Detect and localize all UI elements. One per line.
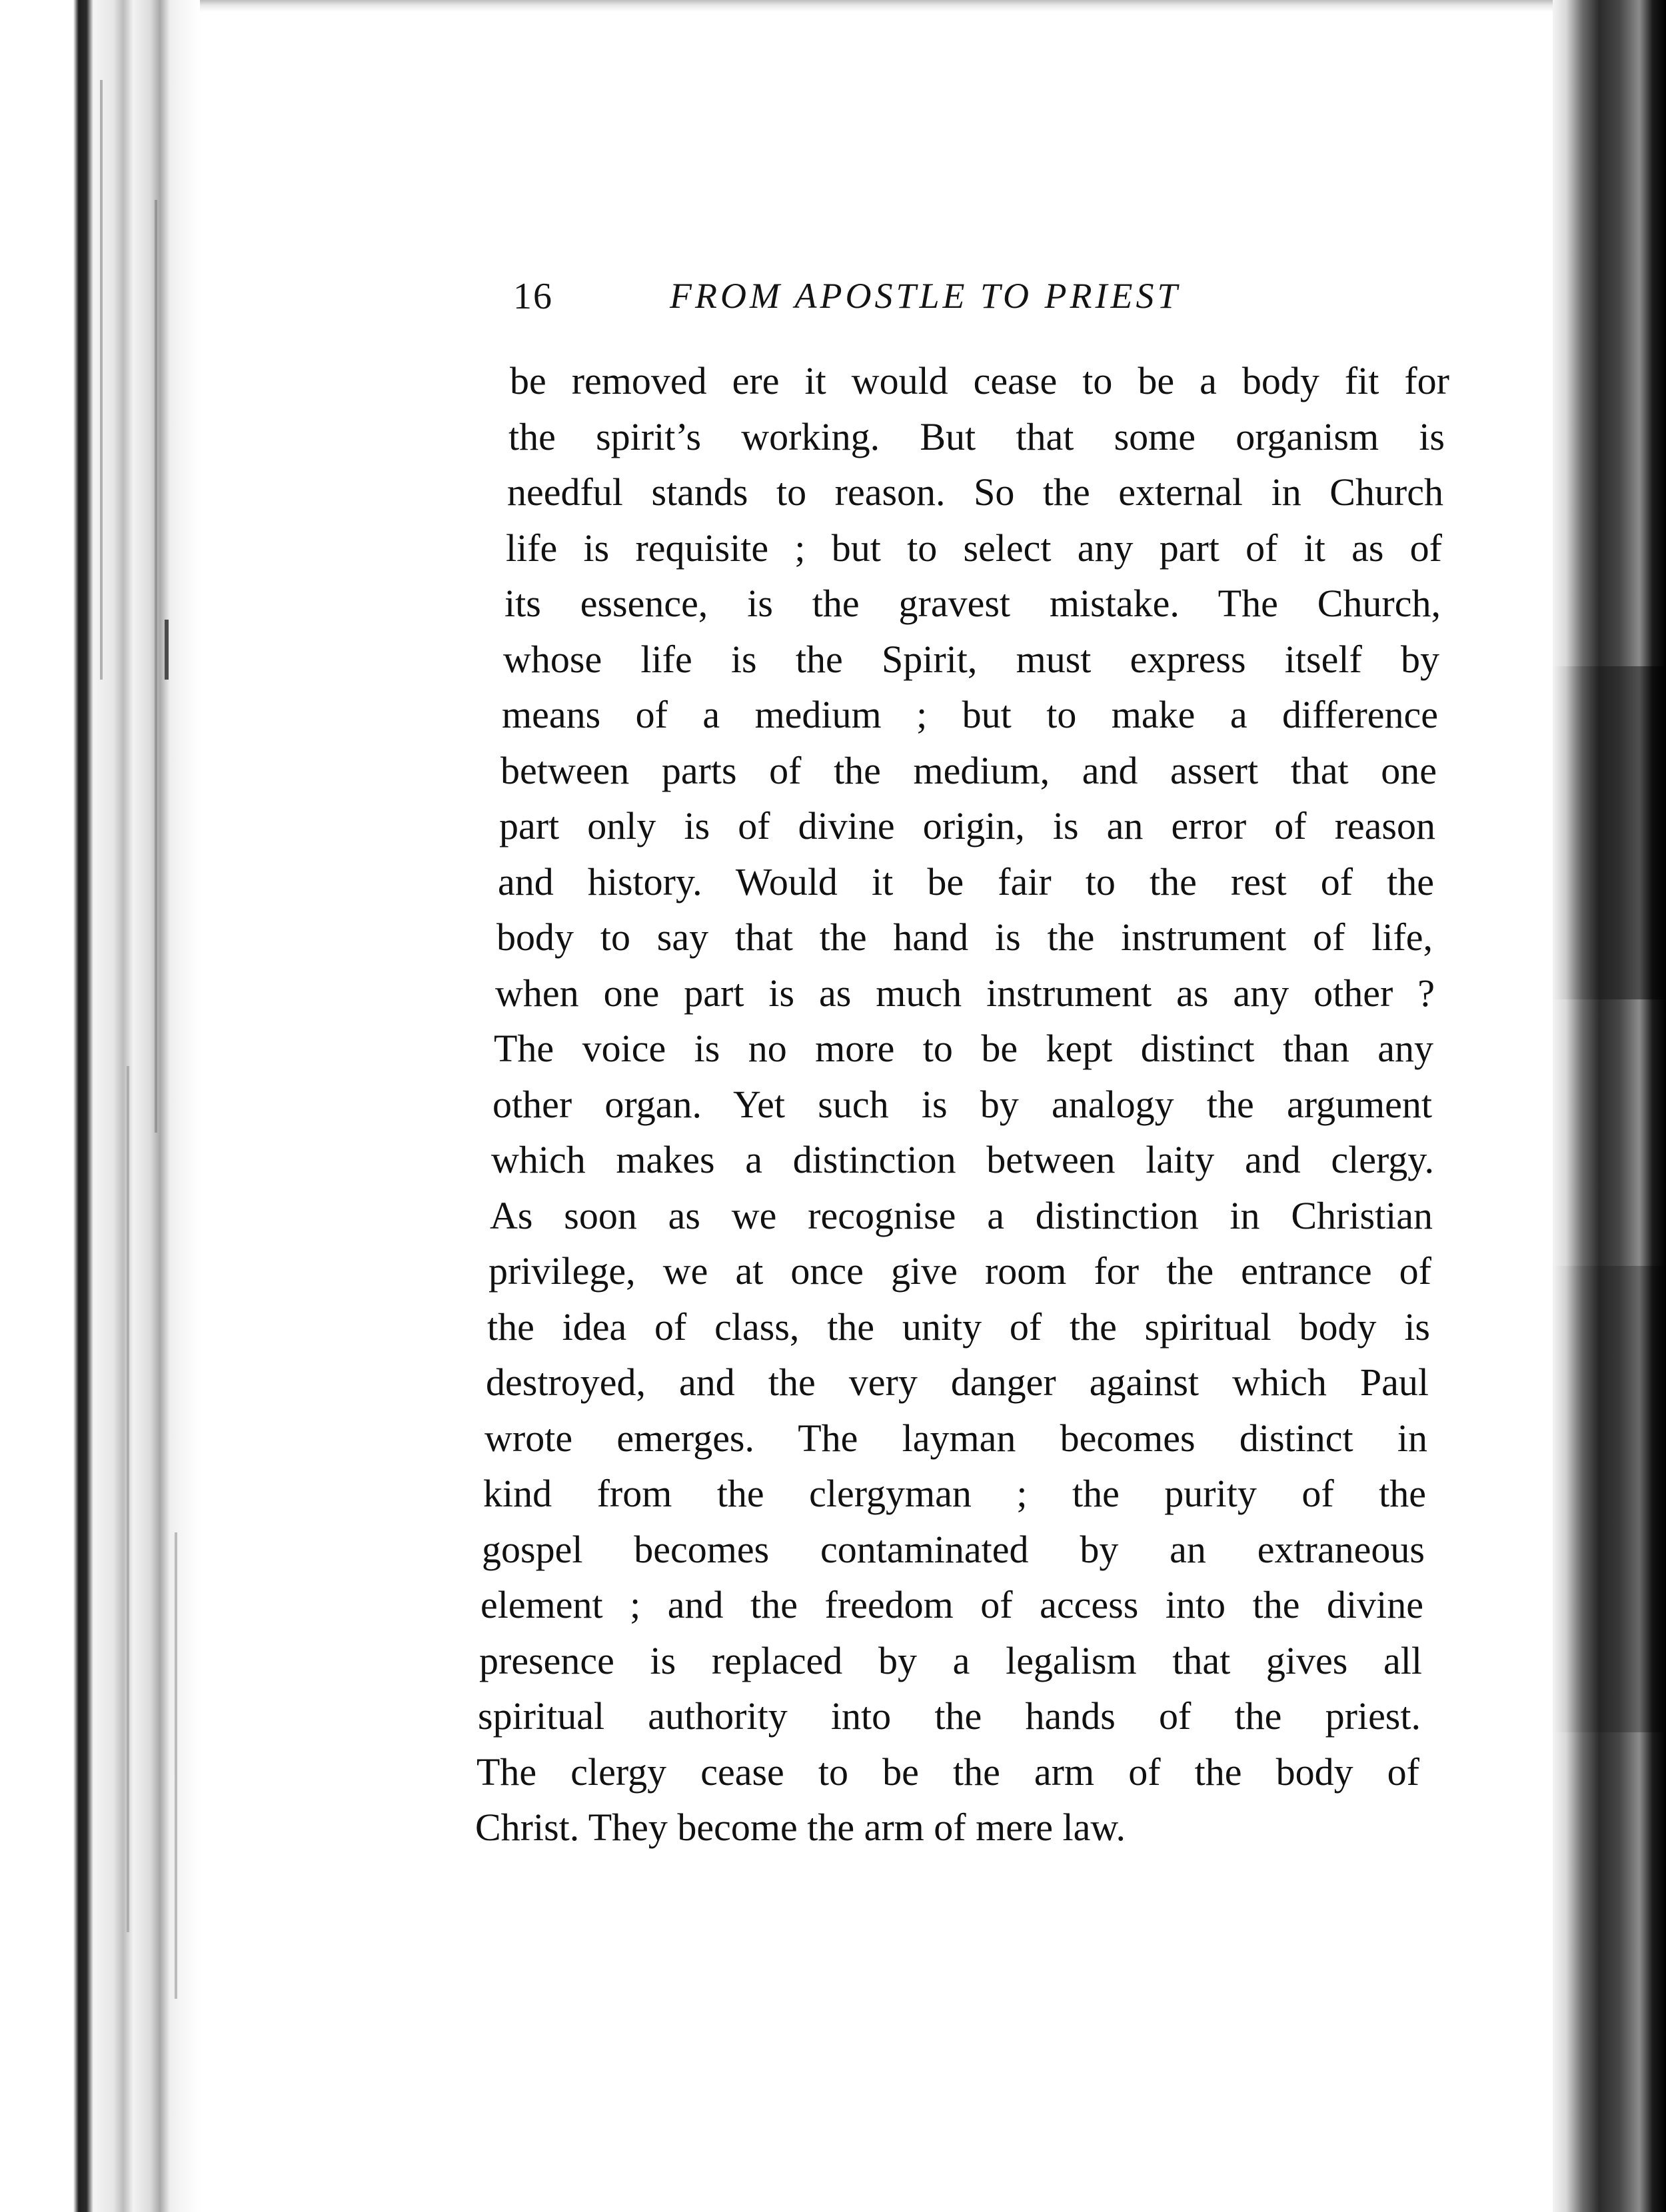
text-line: whose life is the Spirit, must express itself by [503, 637, 1439, 681]
text-line: As soon as we recognise a distinction in Christian [490, 1193, 1433, 1237]
text-line: the idea of class, the unity of the spiritual body is [487, 1305, 1430, 1349]
page-number: 16 [513, 276, 553, 317]
text-line: presence is replaced by a legalism that gives all [479, 1638, 1422, 1682]
text-line: The voice is no more to be kept distinct than any [494, 1027, 1433, 1070]
text-line: be removed ere it would cease to be a body fit for [510, 359, 1449, 402]
left-page-edge [0, 0, 200, 2212]
text-line: when one part is as much instrument as any other ? [495, 971, 1435, 1015]
text-line: privilege, we at once give room for the entrance of [488, 1249, 1431, 1293]
text-line: between parts of the medium, and assert that one [500, 748, 1437, 792]
body-text [475, 353, 1449, 1856]
text-line: and history. Would it be fair to the rest of the [498, 859, 1434, 903]
text-line: means of a medium ; but to make a difference [502, 693, 1438, 736]
text-line: spiritual authority into the hands of the priest. [478, 1694, 1421, 1738]
running-head [513, 270, 1286, 330]
right-page-edge [1553, 0, 1666, 2212]
text-line: kind from the clergyman ; the purity of the [483, 1472, 1426, 1515]
text-line: The clergy cease to be the arm of the body of [476, 1750, 1419, 1794]
text-line: part only is of divine origin, is an error of reason [499, 804, 1435, 847]
running-title: FROM APOSTLE TO PRIEST [670, 276, 1181, 316]
text-line: wrote emerges. The layman becomes distinct in [484, 1416, 1427, 1460]
text-line: the spirit’s working. But that some organism is [508, 414, 1445, 458]
text-line: which makes a distinction between laity and clergy. [491, 1138, 1434, 1181]
text-line: its essence, is the gravest mistake. The Church, [504, 582, 1441, 625]
top-page-edge [200, 0, 1566, 12]
text-line: element ; and the freedom of access into the divine [480, 1583, 1423, 1626]
text-line: life is requisite ; but to select any part of it as of [506, 526, 1442, 570]
text-line: Christ. They become the arm of mere law. [475, 1806, 1126, 1849]
text-line: needful stands to reason. So the external in Church [507, 470, 1443, 514]
text-line: body to say that the hand is the instrument of life, [496, 915, 1433, 959]
text-line: gospel becomes contaminated by an extraneous [482, 1527, 1425, 1571]
text-line: destroyed, and the very danger against which Paul [486, 1361, 1429, 1404]
text-line: other organ. Yet such is by analogy the argument [492, 1082, 1432, 1126]
